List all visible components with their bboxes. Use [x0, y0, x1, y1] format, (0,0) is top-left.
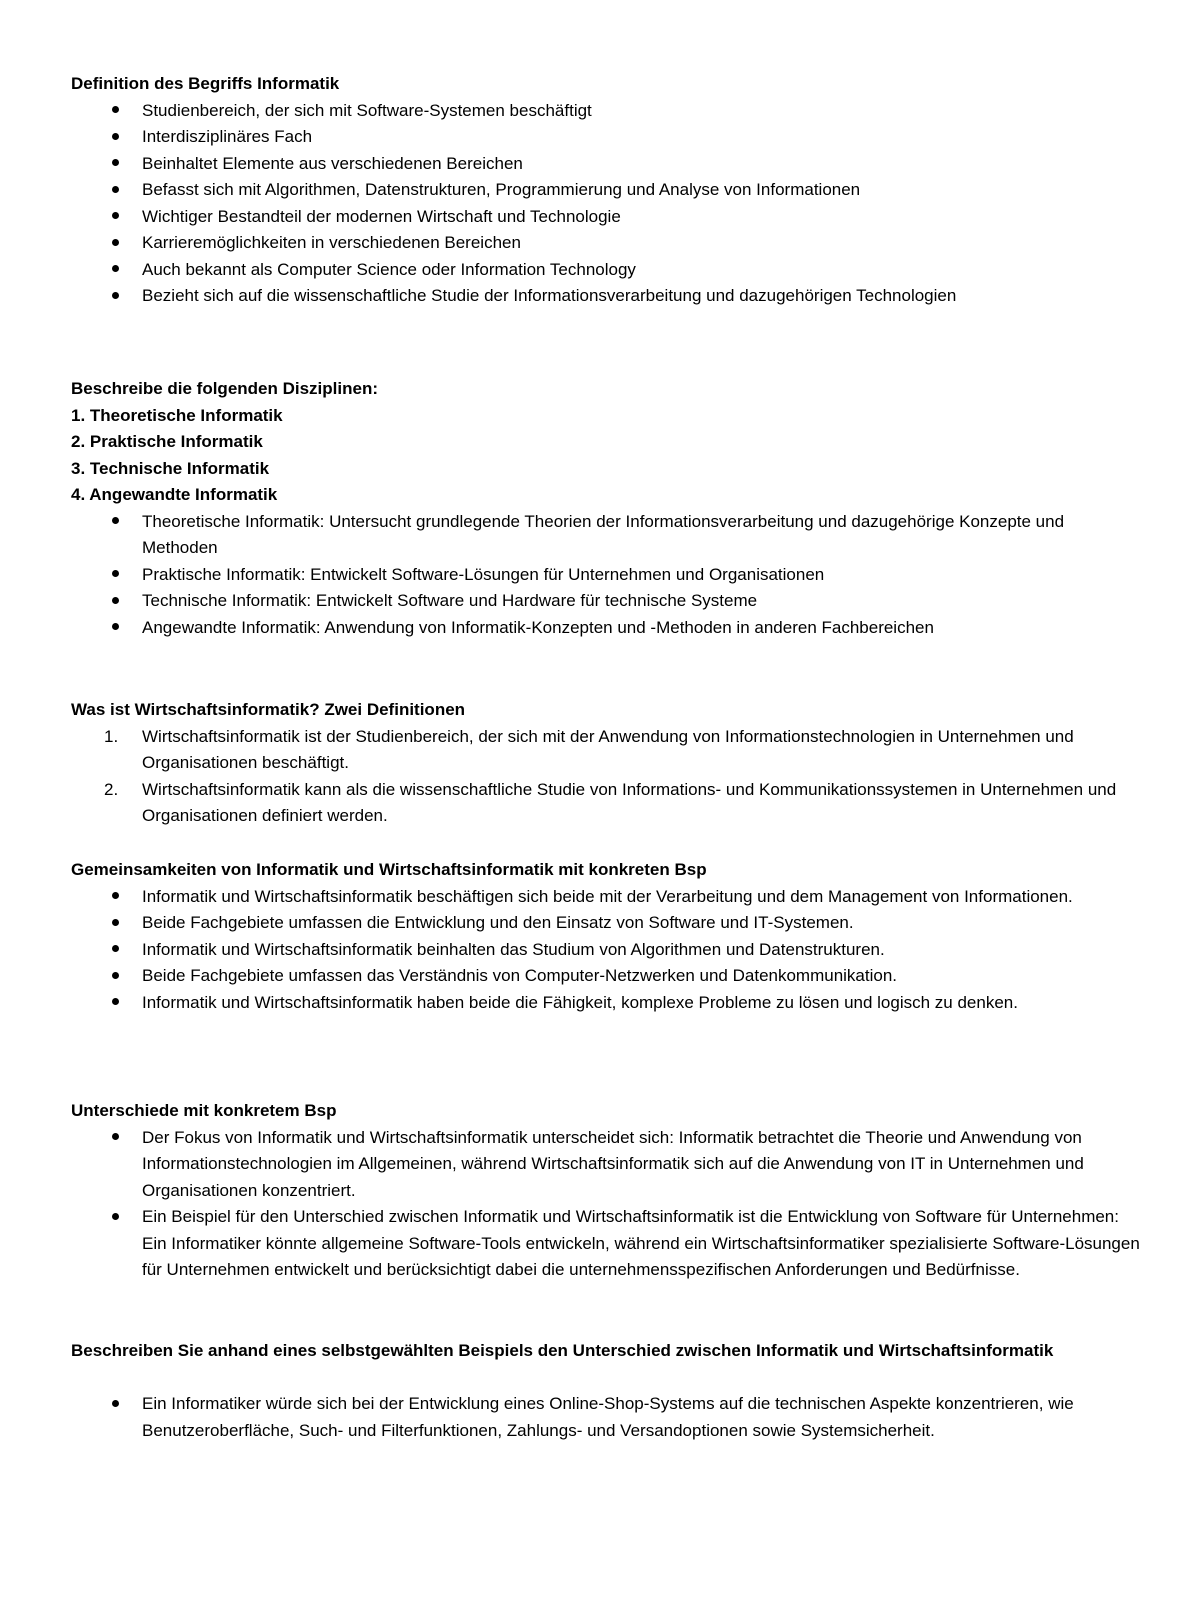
- bullet-icon: [108, 1391, 122, 1418]
- list-item: Technische Informatik: Entwickelt Software und Hardware für technische Systeme: [0, 588, 1140, 615]
- list-item: Bezieht sich auf die wissenschaftliche Studie der Informationsverarbeitung und dazugehörigen Technologien: [0, 283, 1140, 310]
- bullet-icon: [108, 615, 122, 642]
- list-item: Ein Beispiel für den Unterschied zwischen Informatik und Wirtschaftsinformatik ist die Entwicklung von Software für Unternehmen: Ein Informatiker könnte allgemeine Software-Tools entwickeln, während ein Wirtschaftsinformatiker spezialisierte Software-Lösungen für Unternehmen entwickelt und berücksichtigt dabei die unternehmensspezifischen Anforderungen und Bedürfnisse.: [0, 1204, 1140, 1284]
- section-heading-gemeinsamkeiten: Gemeinsamkeiten von Informatik und Wirtschaftsinformatik mit konkreten Bsp: [71, 860, 707, 879]
- list-item: Beide Fachgebiete umfassen das Verständnis von Computer-Netzwerken und Datenkommunikation.: [0, 963, 1140, 990]
- bullet-icon: [108, 588, 122, 615]
- bullet-icon: [108, 124, 122, 151]
- list-item: Befasst sich mit Algorithmen, Datenstrukturen, Programmierung und Analyse von Informationen: [0, 177, 1140, 204]
- list-item: Interdisziplinäres Fach: [0, 124, 1140, 151]
- disziplin-heading-2: 2. Praktische Informatik: [71, 432, 263, 451]
- bullet-icon: [108, 963, 122, 990]
- bullet-icon: [108, 151, 122, 178]
- bullet-icon: [108, 1125, 122, 1152]
- list-item: 1. Wirtschaftsinformatik ist der Studienbereich, der sich mit der Anwendung von Informationstechnologien in Unternehmen und Organisationen beschäftigt.: [104, 726, 1074, 772]
- disziplin-heading-1: 1. Theoretische Informatik: [71, 405, 283, 425]
- list-item: Auch bekannt als Computer Science oder Information Technology: [0, 257, 1140, 284]
- bullet-icon: [108, 204, 122, 231]
- bullet-icon: [108, 230, 122, 257]
- list-item: Informatik und Wirtschaftsinformatik haben beide die Fähigkeit, komplexe Probleme zu lösen und logisch zu denken.: [0, 990, 1140, 1017]
- list-item: 2. Wirtschaftsinformatik kann als die wissenschaftliche Studie von Informations- und Kommunikationssystemen in Unternehmen und Organisationen definiert werden.: [104, 779, 1117, 825]
- list-item: Angewandte Informatik: Anwendung von Informatik-Konzepten und -Methoden in anderen Fachbereichen: [0, 615, 1140, 642]
- list-item: Informatik und Wirtschaftsinformatik beinhalten das Studium von Algorithmen und Datenstrukturen.: [0, 937, 1140, 964]
- definitionen-numbered-list: [0, 724, 1200, 830]
- list-item: Theoretische Informatik: Untersucht grundlegende Theorien der Informationsverarbeitung und dazugehörige Konzepte und Methoden: [0, 509, 1140, 562]
- list-item: Informatik und Wirtschaftsinformatik beschäftigen sich beide mit der Verarbeitung und dem Management von Informationen.: [0, 884, 1140, 911]
- bullet-icon: [108, 177, 122, 204]
- bullet-icon: [108, 509, 122, 536]
- unterschiede-bullet-list: [0, 1125, 1200, 1284]
- list-item: Studienbereich, der sich mit Software-Systemen beschäftigt: [0, 98, 1140, 125]
- definition-bullet-list: [0, 98, 1200, 310]
- list-item: Praktische Informatik: Entwickelt Software-Lösungen für Unternehmen und Organisationen: [0, 562, 1140, 589]
- bullet-icon: [108, 98, 122, 125]
- bullet-icon: [108, 257, 122, 284]
- disziplinen-bullet-list: [0, 509, 1200, 642]
- section-heading-unterschiede: Unterschiede mit konkretem Bsp: [71, 1101, 337, 1120]
- section-heading-wirtschaftsinformatik: Was ist Wirtschaftsinformatik? Zwei Definitionen: [71, 700, 466, 719]
- list-item: Der Fokus von Informatik und Wirtschaftsinformatik unterscheidet sich: Informatik betrachtet die Theorie und Anwendung von Informationstechnologien im Allgemeinen, während Wirtschaftsinformatik sich auf die Anwendung von IT in Unternehmen und Organisationen konzentriert.: [0, 1125, 1140, 1205]
- bullet-icon: [108, 1204, 122, 1231]
- gemeinsamkeiten-bullet-list: [0, 884, 1200, 1017]
- list-item: Beinhaltet Elemente aus verschiedenen Bereichen: [0, 151, 1140, 178]
- disziplin-heading-4: 4. Angewandte Informatik: [71, 485, 278, 504]
- list-item: Beide Fachgebiete umfassen die Entwicklung und den Einsatz von Software und IT-Systemen.: [0, 910, 1140, 937]
- section-heading-disziplinen: Beschreibe die folgenden Disziplinen:: [71, 379, 378, 398]
- bullet-icon: [108, 990, 122, 1017]
- bullet-icon: [108, 562, 122, 589]
- bullet-icon: [108, 283, 122, 310]
- bullet-icon: [108, 937, 122, 964]
- section-heading-beispiel: Beschreiben Sie anhand eines selbstgewählten Beispiels den Unterschied zwischen Informatik und Wirtschaftsinformatik: [71, 1341, 1054, 1360]
- list-item: Wichtiger Bestandteil der modernen Wirtschaft und Technologie: [0, 204, 1140, 231]
- section-heading-definition: Definition des Begriffs Informatik: [71, 74, 340, 93]
- list-item: Ein Informatiker würde sich bei der Entwicklung eines Online-Shop-Systems auf die technischen Aspekte konzentrieren, wie Benutzeroberfläche, Such- und Filterfunktionen, Zahlungs- und Versandoptionen sowie Systemsicherheit.: [0, 1391, 1140, 1444]
- bullet-icon: [108, 910, 122, 937]
- bullet-icon: [108, 884, 122, 911]
- disziplin-heading-3: 3. Technische Informatik: [71, 458, 270, 478]
- list-item: Karrieremöglichkeiten in verschiedenen Bereichen: [0, 230, 1140, 257]
- beispiel-bullet-list: [0, 1391, 1200, 1444]
